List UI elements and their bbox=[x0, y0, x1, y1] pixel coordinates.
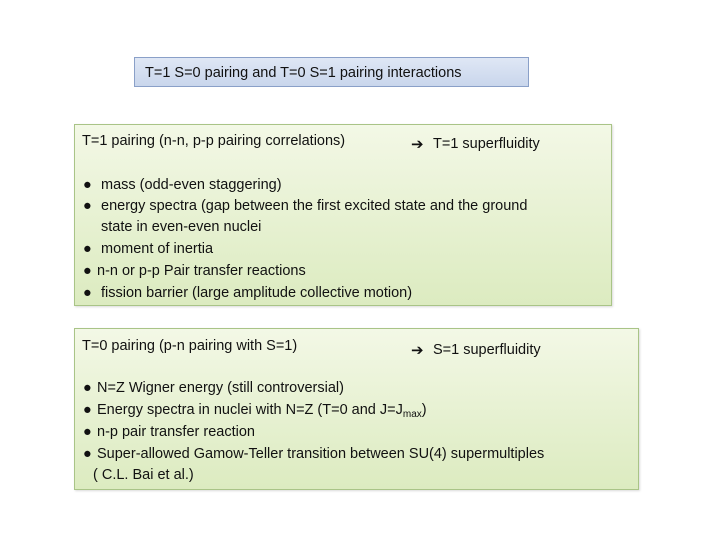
slide-title: T=1 S=0 pairing and T=0 S=1 pairing interactions bbox=[145, 65, 462, 81]
bullet-icon: ● bbox=[83, 402, 92, 418]
bullet-icon: ● bbox=[83, 198, 92, 214]
list-item: ● mass (odd-even staggering) bbox=[83, 177, 282, 193]
list-item-continuation: state in even-even nuclei bbox=[101, 219, 262, 235]
title-box bbox=[134, 57, 529, 87]
arrow-icon: ➔ bbox=[411, 342, 424, 359]
t1-result: T=1 superfluidity bbox=[433, 136, 540, 152]
list-item: ● Super-allowed Gamow-Teller transition between SU(4) supermultiples bbox=[83, 446, 545, 462]
t0-result: S=1 superfluidity bbox=[433, 342, 541, 358]
arrow-icon: ➔ bbox=[411, 136, 424, 153]
list-item: ● n-p pair transfer reaction bbox=[83, 424, 255, 440]
t1-heading: T=1 pairing (n-n, p-p pairing correlations) bbox=[82, 133, 346, 149]
bullet-icon: ● bbox=[83, 380, 92, 396]
list-item-continuation: ( C.L. Bai et al.) bbox=[93, 467, 194, 483]
t0-heading: T=0 pairing (p-n pairing with S=1) bbox=[82, 338, 298, 354]
bullet-icon: ● bbox=[83, 285, 92, 301]
subscript-max: max bbox=[402, 409, 422, 420]
bullet-icon: ● bbox=[83, 177, 92, 193]
bullet-icon: ● bbox=[83, 241, 92, 257]
bullet-icon: ● bbox=[83, 424, 92, 440]
list-item: ● energy spectra (gap between the first excited state and the ground bbox=[83, 198, 528, 214]
list-item: ● Energy spectra in nuclei with N=Z (T=0 and $J=J_{max}$) bbox=[83, 402, 427, 420]
t1-pairing-panel bbox=[74, 124, 612, 306]
list-item: ● n-n or p-p Pair transfer reactions bbox=[83, 263, 306, 279]
list-item: ● moment of inertia bbox=[83, 241, 214, 257]
list-item: ● fission barrier (large amplitude collective motion) bbox=[83, 285, 413, 301]
list-item: ● N=Z Wigner energy (still controversial) bbox=[83, 380, 344, 396]
bullet-icon: ● bbox=[83, 263, 92, 279]
bullet-icon: ● bbox=[83, 446, 92, 462]
t0-pairing-panel bbox=[74, 328, 639, 490]
